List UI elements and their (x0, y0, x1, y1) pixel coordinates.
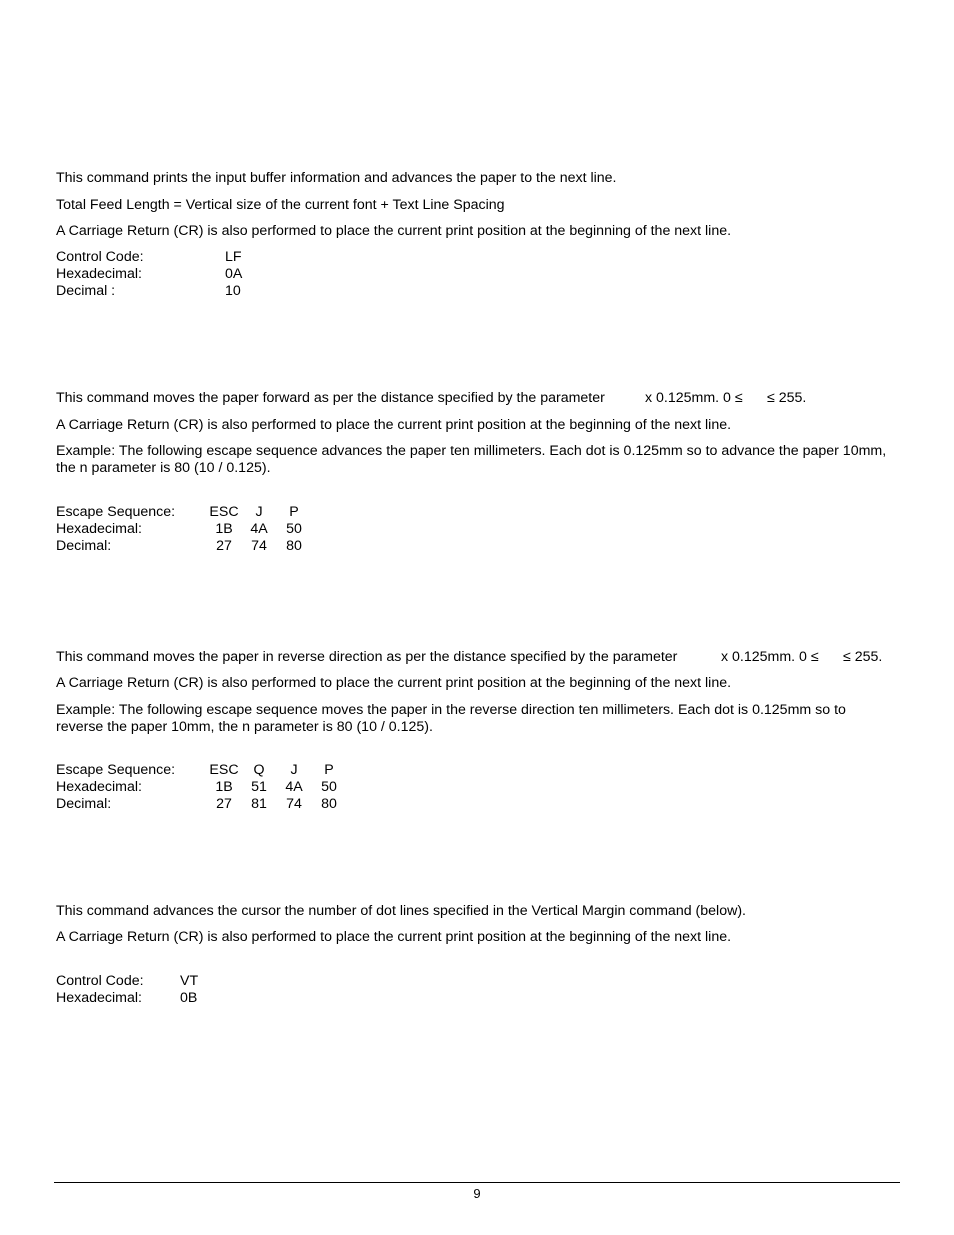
esc-j-description-units: x 0.125mm. 0 ≤ (645, 390, 743, 406)
table-label: Hexadecimal: (56, 779, 142, 795)
table-value: P (289, 504, 299, 520)
lf-carriage-return-note: A Carriage Return (CR) is also performed to place the current print position at the beginning of the next line. (56, 223, 732, 239)
table-label: Hexadecimal: (56, 521, 142, 537)
esc-q-j-carriage-return-note: A Carriage Return (CR) is also performed to place the current print position at the beginning of the next line. (56, 675, 732, 691)
esc-q-j-example: Example: The following escape sequence moves the paper in the reverse direction ten millimeters. Each dot is 0.125mm so to reverse the paper 10mm, the n parameter is 80 (10 / 0.125). (56, 702, 846, 735)
table-label: Decimal: (56, 538, 112, 554)
esc-j-example: Example: The following escape sequence advances the paper ten millimeters. Each dot is 0.125mm so to advance the paper 10mm, the n parameter is 80 (10 / 0.125). (56, 443, 887, 476)
table-value: 50 (321, 779, 337, 795)
table-value: P (324, 762, 334, 778)
vt-carriage-return-note: A Carriage Return (CR) is also performed to place the current print position at the beginning of the next line. (56, 929, 732, 945)
table-label: Hexadecimal: (56, 990, 142, 1006)
table-value: 1B (215, 779, 233, 795)
table-value: 51 (251, 779, 267, 795)
table-value: J (255, 504, 263, 520)
table-value: 4A (250, 521, 268, 537)
esc-q-j-description-range: ≤ 255. (843, 649, 883, 665)
table-value: 27 (216, 796, 232, 812)
table-label: Control Code: (56, 973, 144, 989)
table-value: LF (225, 249, 242, 265)
table-label: Hexadecimal: (56, 266, 142, 282)
footer-rule (54, 1182, 900, 1183)
table-value: 50 (286, 521, 302, 537)
table-value: ESC (209, 762, 239, 778)
vt-description: This command advances the cursor the number of dot lines specified in the Vertical Margin command (below). (56, 903, 746, 919)
table-label: Escape Sequence: (56, 762, 176, 778)
lf-description: This command prints the input buffer information and advances the paper to the next line. (56, 170, 617, 186)
esc-j-description-range: ≤ 255. (767, 390, 807, 406)
table-value: 10 (225, 283, 241, 299)
table-value: J (290, 762, 298, 778)
page-number: 9 (473, 1186, 481, 1201)
table-value: 81 (251, 796, 267, 812)
table-value: Q (253, 762, 265, 778)
esc-q-j-description-units: x 0.125mm. 0 ≤ (721, 649, 819, 665)
esc-j-description: This command moves the paper forward as per the distance specified by the parameter (56, 390, 605, 406)
table-value: VT (180, 973, 199, 989)
table-value: 4A (285, 779, 303, 795)
table-label: Control Code: (56, 249, 144, 265)
table-label: Decimal : (56, 283, 116, 299)
table-value: 0A (225, 266, 243, 282)
table-value: 0B (180, 990, 198, 1006)
table-value: 74 (251, 538, 267, 554)
esc-j-carriage-return-note: A Carriage Return (CR) is also performed to place the current print position at the beginning of the next line. (56, 417, 732, 433)
table-value: 80 (321, 796, 337, 812)
table-label: Decimal: (56, 796, 112, 812)
table-value: 1B (215, 521, 233, 537)
table-label: Escape Sequence: (56, 504, 176, 520)
table-value: 80 (286, 538, 302, 554)
table-value: 74 (286, 796, 302, 812)
esc-q-j-description: This command moves the paper in reverse direction as per the distance specified by the parameter (56, 649, 678, 665)
lf-feed-length: Total Feed Length = Vertical size of the current font + Text Line Spacing (56, 197, 505, 213)
table-value: ESC (209, 504, 239, 520)
table-value: 27 (216, 538, 232, 554)
